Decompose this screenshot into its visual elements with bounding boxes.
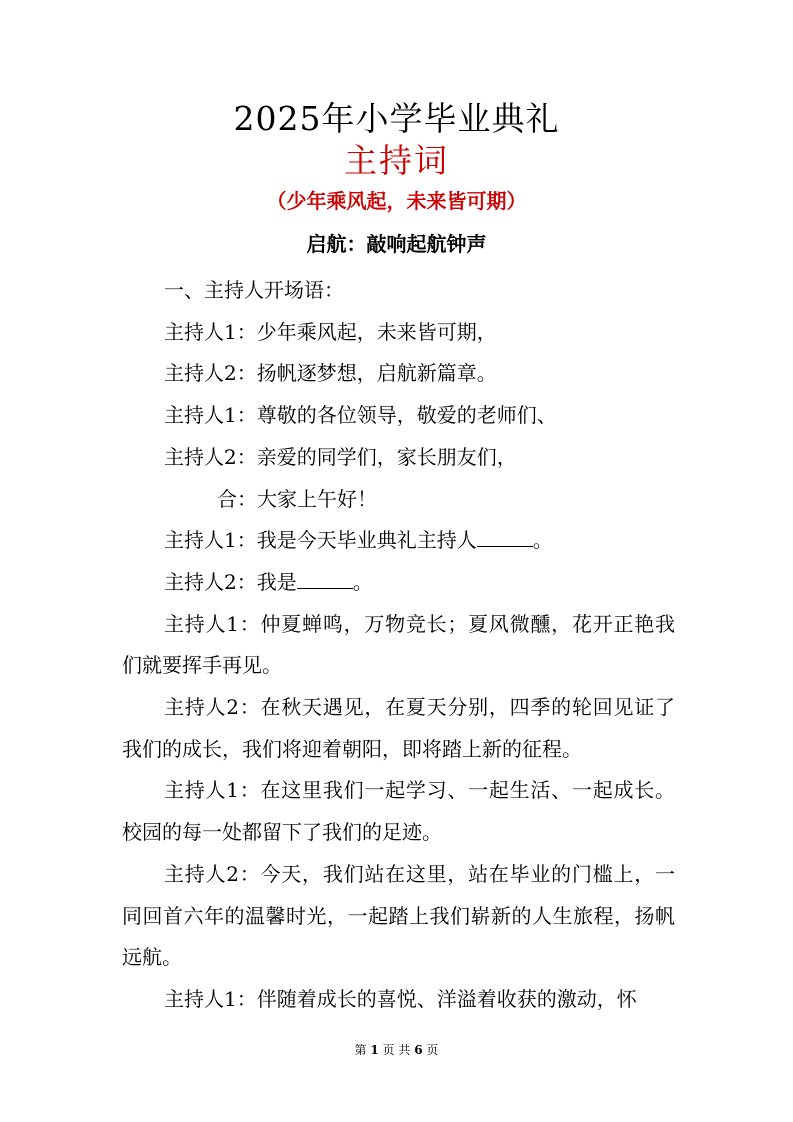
- document-body: [122, 270, 675, 1021]
- name-blank: [477, 528, 533, 547]
- script-line: 主持人2：亲爱的同学们，家长朋友们，: [164, 444, 517, 469]
- script-line: 主持人1：尊敬的各位领导，敬爱的老师们、: [164, 403, 557, 428]
- current-page-number: 1: [370, 1043, 379, 1057]
- line-end: 。: [532, 528, 553, 553]
- footer-suffix: 页: [426, 1043, 439, 1057]
- script-paragraph: 主持人1：在这里我们一起学习、一起生活、一起成长。校园的每一处都留下了我们的足迹。: [122, 778, 675, 845]
- document-subtitle: 主持词: [344, 141, 449, 180]
- script-paragraph: 主持人2：今天，我们站在这里，站在毕业的门槛上，一同回首六年的温馨时光，一起踏上我们崭新的人生旅程，扬帆远航。: [122, 861, 675, 970]
- script-line: 主持人1：少年乘风起，未来皆可期，: [164, 319, 497, 344]
- line-text: 主持人1：我是今天毕业典礼主持人: [164, 528, 477, 553]
- name-blank: [297, 570, 353, 589]
- script-paragraph: 主持人1：仲夏蝉鸣，万物竞长；夏风微醺，花开正艳我们就要挥手再见。: [122, 611, 675, 678]
- footer-middle: 页 共: [382, 1043, 411, 1057]
- chorus-line: 合：大家上午好！: [217, 486, 377, 511]
- script-paragraph: 主持人1：伴随着成长的喜悦、洋溢着收获的激动，怀: [164, 986, 637, 1011]
- line-end: 。: [352, 569, 373, 594]
- page-footer: [0, 1042, 793, 1058]
- total-page-count: 6: [414, 1043, 423, 1057]
- part-heading: 一、主持人开场语：: [164, 278, 344, 302]
- line-text: 主持人2：我是: [164, 569, 297, 594]
- script-line: [122, 562, 675, 604]
- script-line: [122, 520, 675, 562]
- script-paragraph: 主持人2：在秋天遇见，在夏天分别，四季的轮回见证了我们的成长，我们将迎着朝阳，即将踏上新的征程。: [122, 695, 675, 761]
- section-heading: 启航：敲响起航钟声: [306, 232, 487, 256]
- footer-prefix: 第: [354, 1043, 367, 1057]
- document-tagline: （少年乘风起，未来皆可期）: [266, 189, 527, 213]
- script-line: 主持人2：扬帆逐梦想，启航新篇章。: [164, 361, 497, 386]
- document-title: 2025年小学毕业典礼: [233, 99, 560, 138]
